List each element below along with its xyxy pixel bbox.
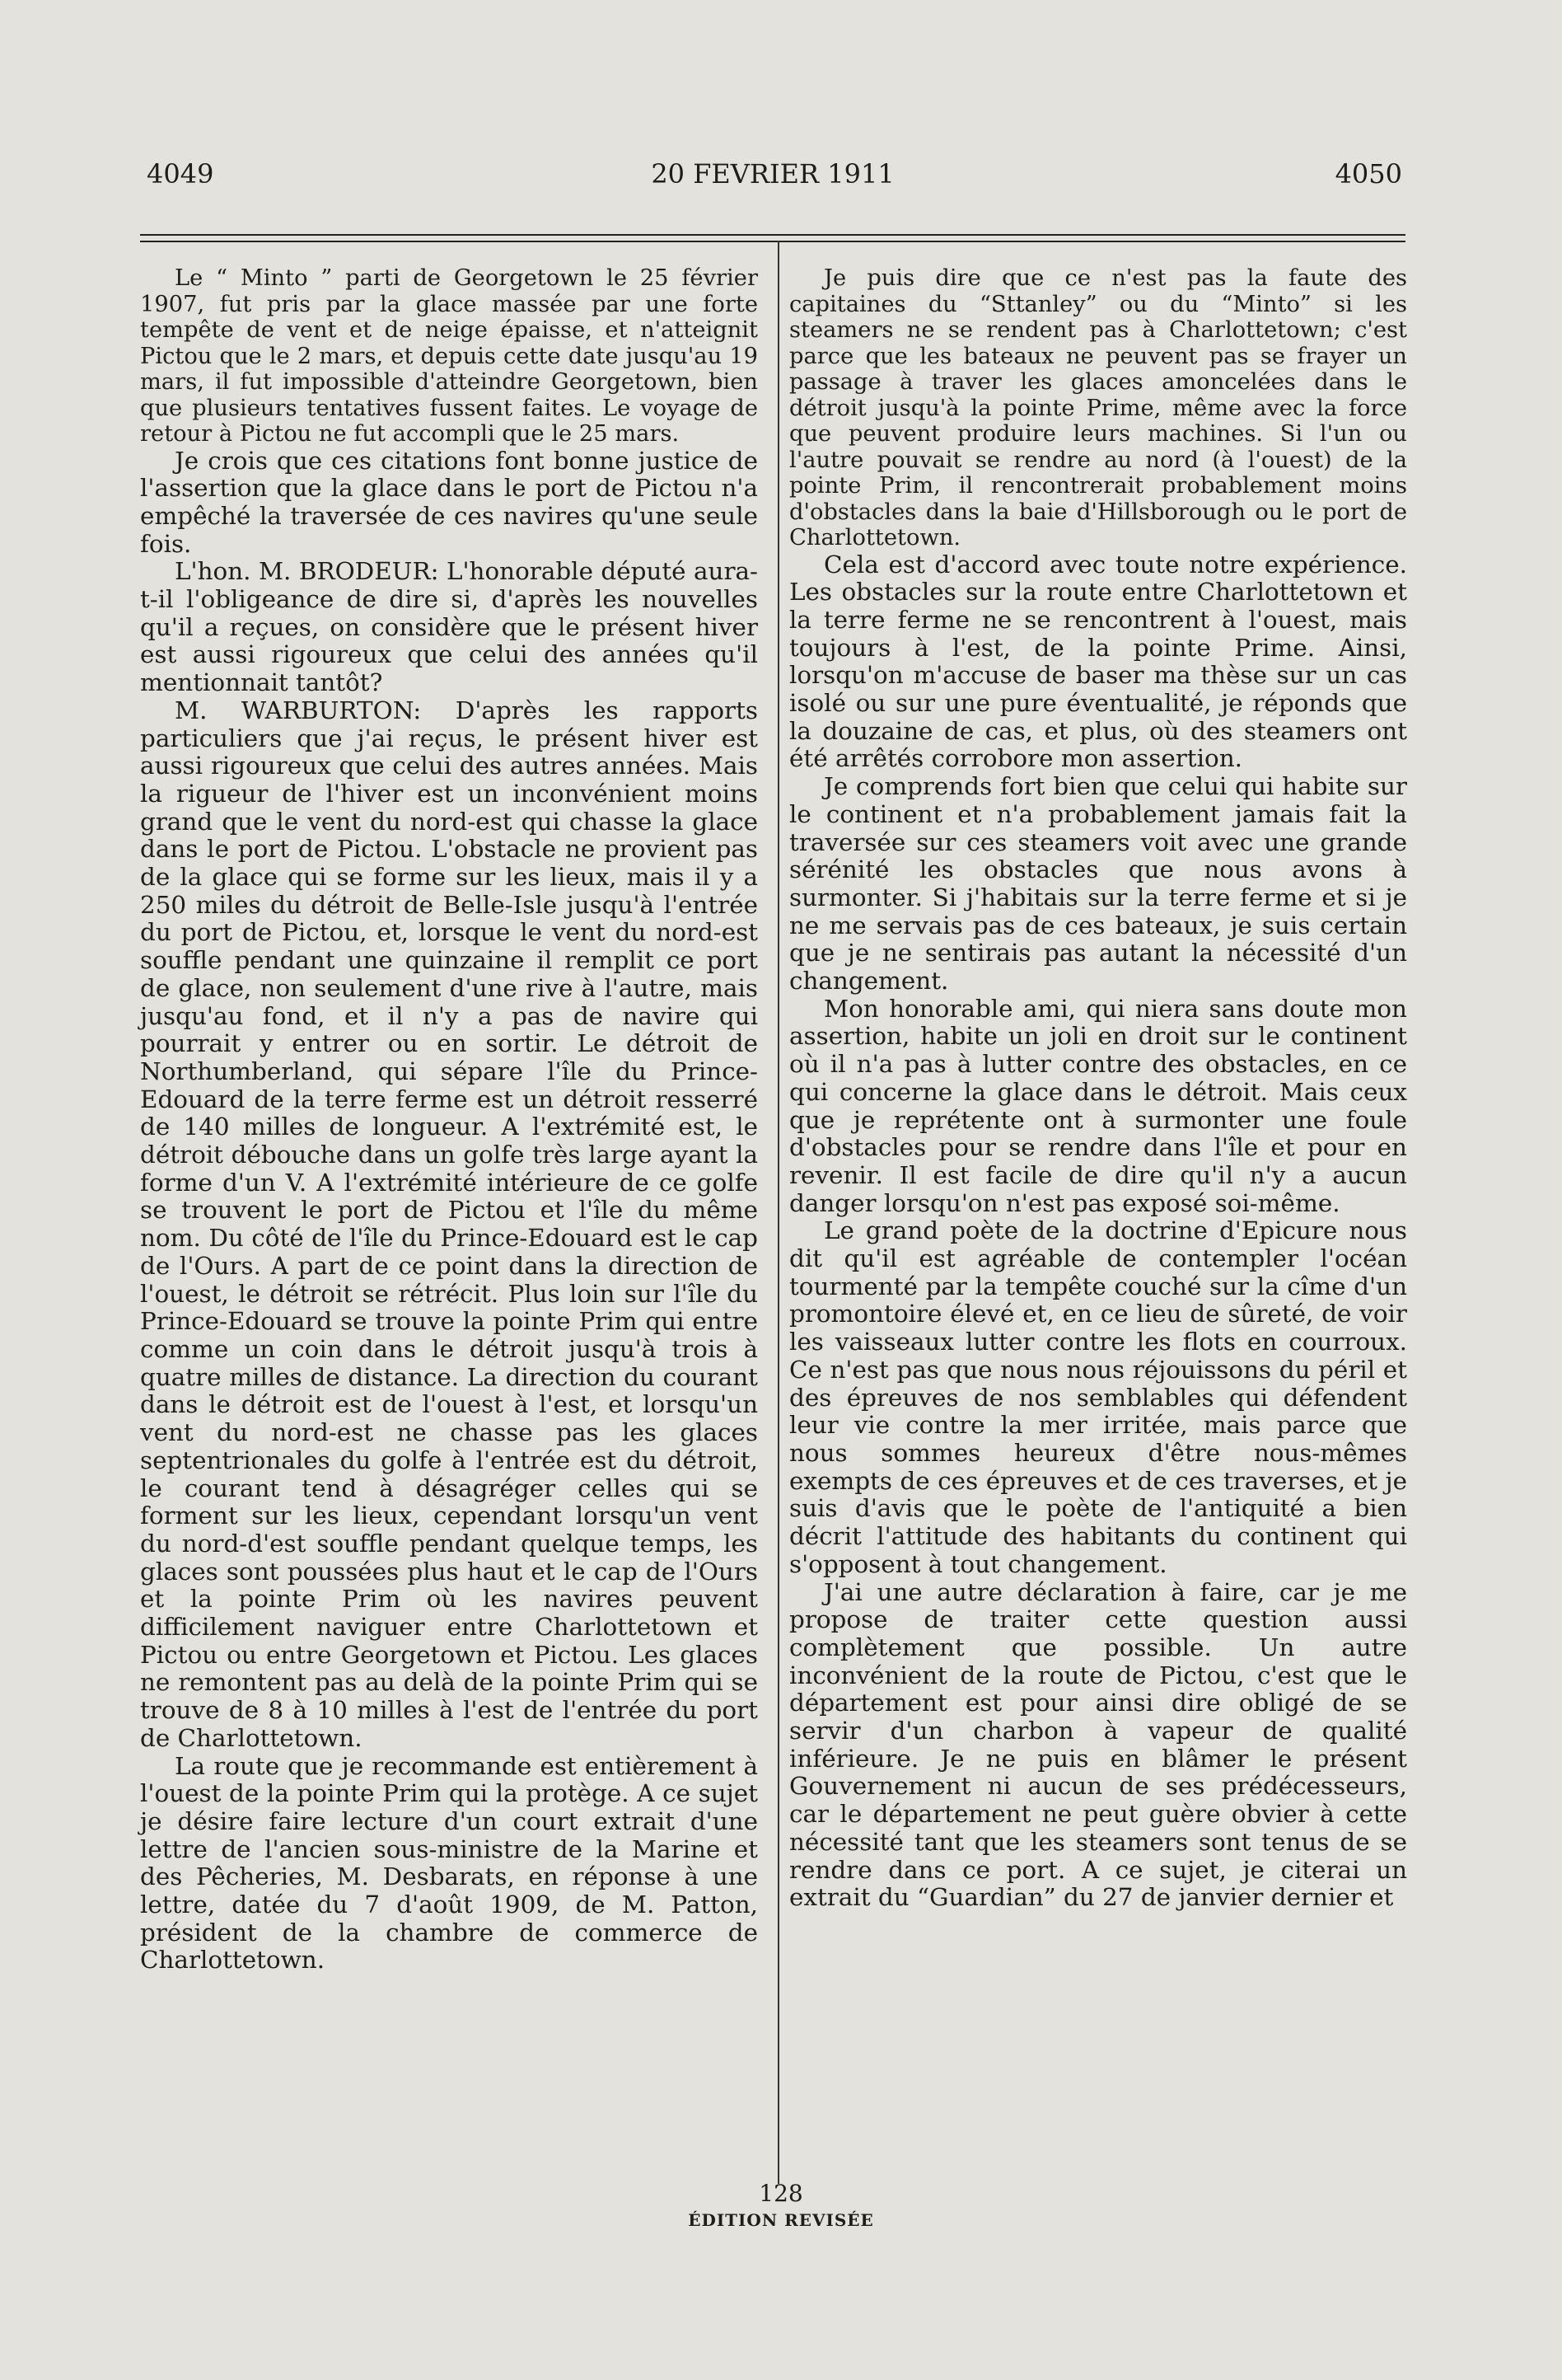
column-divider bbox=[778, 241, 779, 2184]
footer-page-number: 128 bbox=[759, 2180, 803, 2207]
paragraph: Je crois que ces citations font bonne justice de l'assertion que la glace dans le port de Pictou n'a empêché la traversée de ces navires qu'une seule fois. bbox=[140, 446, 758, 558]
paragraph: Je puis dire que ce n'est pas la faute des capitaines du “Sttanley” ou du “Minto” si les steamers ne se rendent pas à Charlottetown; c'est parce que les bateaux ne peuvent pas se frayer un passage à traver les glaces amoncelées dans le détroit jusqu'à la pointe Prime, même avec la force que peuvent produire leurs machines. Si l'un ou l'autre pouvait se rendre au nord (à l'ouest) de la pointe Prim, il rencontrerait probablement moins d'obstacles dans la baie d'Hillsborough ou le port de Charlottetown. bbox=[789, 265, 1407, 550]
page-number-right: 4050 bbox=[1335, 158, 1402, 190]
paragraph: Le grand poète de la doctrine d'Epicure nous dit qu'il est agréable de contempler l'océan tourmenté par la tempête couché sur la cîme d'un promontoire élevé et, en ce lieu de sûreté, de voir les vaisseaux lutter contre les flots en courroux. Ce n'est pas que nous nous réjouissons du péril et des épreuves de nos semblables qui défendent leur vie contre la mer irritée, mais parce que nous sommes heureux d'être nous-mêmes exempts de ces épreuves et de ces traverses, et je suis d'avis que le poète de l'antiquité a bien décrit l'attitude des habitants du continent qui s'opposent à tout changement. bbox=[789, 1216, 1407, 1578]
right-column bbox=[789, 265, 1407, 1912]
paragraph: Mon honorable ami, qui niera sans doute mon assertion, habite un joli en droit sur le continent où il n'a pas à lutter contre des obstacles, en ce qui concerne la glace dans le détroit. Mais ceux que je reprétente ont à surmonter une foule d'obstacles pour se rendre dans l'île et pour en revenir. Il est facile de dire qu'il n'y a aucun danger lorsqu'on n'est pas exposé soi-même. bbox=[789, 994, 1407, 1217]
paragraph: Le “ Minto ” parti de Georgetown le 25 février 1907, fut pris par la glace massée par une forte tempête de vent et de neige épaisse, et n'atteignit Pictou que le 2 mars, et depuis cette date jusqu'au 19 mars, il fut impossible d'atteindre Georgetown, bien que plusieurs tentatives fussent faites. Le voyage de retour à Pictou ne fut accompli que le 25 mars. bbox=[140, 265, 758, 447]
edition-label: ÉDITION REVISÉE bbox=[688, 2210, 874, 2230]
page-date: 20 FEVRIER 1911 bbox=[651, 158, 895, 190]
paragraph: La route que je recommande est entièrement à l'ouest de la pointe Prim qui la protège. A ce sujet je désire faire lecture d'un court extrait d'une lettre de l'ancien sous-ministre de la Marine et des Pêcheries, M. Desbarats, en réponse à une lettre, datée du 7 d'août 1909, de M. Patton, président de la chambre de commerce de Charlottetown. bbox=[140, 1751, 758, 1975]
header-rule-bottom bbox=[140, 241, 1405, 242]
page-header bbox=[140, 158, 1405, 208]
paragraph: Cela est d'accord avec toute notre expérience. Les obstacles sur la route entre Charlottetown et la terre ferme ne se rencontrent à l'ouest, mais toujours à l'est, de la pointe Prime. Ainsi, lorsqu'on m'accuse de baser ma thèse sur un cas isolé ou sur une pure éventualité, je réponds que la douzaine de cas, et plus, où des steamers ont été arrêtés corrobore mon assertion. bbox=[789, 550, 1407, 773]
page-number-left: 4049 bbox=[147, 158, 214, 190]
paragraph: M. WARBURTON: D'après les rapports particuliers que j'ai reçus, le présent hiver est aussi rigoureux que celui des autres années. Mais la rigueur de l'hiver est un inconvénient moins grand que le vent du nord-est qui chasse la glace dans le port de Pictou. L'obstacle ne provient pas de la glace qui se forme sur les lieux, mais il y a 250 miles du détroit de Belle-Isle jusqu'à l'entrée du port de Pictou, et, lorsque le vent du nord-est souffle pendant une quinzaine il remplit ce port de glace, non seulement d'une rive à l'autre, mais jusqu'au fond, et il n'y a pas de navire qui pourrait y entrer ou en sortir. Le détroit de Northumberland, qui sépare l'île du Prince-Edouard de la terre ferme est un détroit resserré de 140 milles de longueur. A l'extrémité est, le détroit débouche dans un golfe très large ayant la forme d'un V. A l'extrémité intérieure de ce golfe se trouvent le port de Pictou et l'île du même nom. Du côté de l'île du Prince-Edouard est le cap de l'Ours. A part de ce point dans la direction de l'ouest, le détroit se rétrécit. Plus loin sur l'île du Prince-Edouard se trouve la pointe Prim qui entre comme un coin dans le détroit jusqu'à trois à quatre milles de distance. La direction du courant dans le détroit est de l'ouest à l'est, et lorsqu'un vent du nord-est ne chasse pas les glaces septentrionales du golfe à l'entrée est du détroit, le courant tend à désagréger celles qui se forment sur les lieux, cependant lorsqu'un vent du nord-d'est souffle pendant quelque temps, les glaces sont poussées plus haut et le cap de l'Ours et la pointe Prim où les navires peuvent difficilement naviguer entre Charlottetown et Pictou ou entre Georgetown et Pictou. Les glaces ne remontent pas au delà de la pointe Prim qui se trouve de 8 à 10 milles à l'est de l'entrée du port de Charlottetown. bbox=[140, 696, 758, 1752]
paragraph: Je comprends fort bien que celui qui habite sur le continent et n'a probablement jamais fait la traversée sur ces steamers voit avec une grande sérénité les obstacles que nous avons à surmonter. Si j'habitais sur la terre ferme et si je ne me servais pas de ces bateaux, je suis certain que je ne sentirais pas autant la nécessité d'un changement. bbox=[789, 772, 1407, 996]
header-rule-top bbox=[140, 234, 1405, 236]
page-footer bbox=[0, 2180, 1562, 2230]
paragraph: J'ai une autre déclaration à faire, car je me propose de traiter cette question aussi complètement que possible. Un autre inconvénient de la route de Pictou, c'est que le département est pour ainsi dire obligé de se servir d'un charbon à vapeur de qualité inférieure. Je ne puis en blâmer le présent Gouvernement ni aucun de ses prédécesseurs, car le département ne peut guère obvier à cette nécessité tant que les steamers sont tenus de se rendre dans ce port. A ce sujet, je citerai un extrait du “Guardian” du 27 de janvier dernier et bbox=[789, 1577, 1407, 1912]
left-column bbox=[140, 265, 758, 1975]
paragraph: L'hon. M. BRODEUR: L'honorable député aura-t-il l'obligeance de dire si, d'après les nouvelles qu'il a reçues, on considère que le présent hiver est aussi rigoureux que celui des années qu'il mentionnait tantôt? bbox=[140, 557, 758, 697]
